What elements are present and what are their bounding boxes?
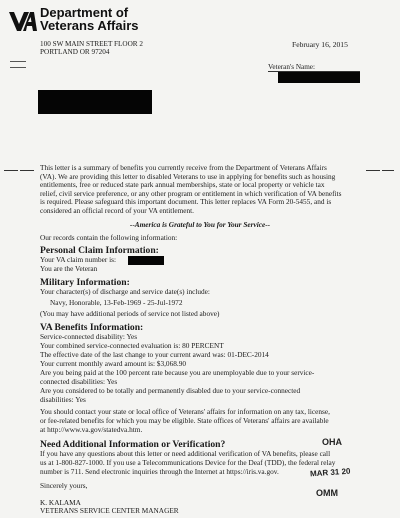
scan-mark — [382, 170, 394, 171]
scan-mark — [366, 170, 380, 171]
salutation: Sincerely yours, — [40, 481, 88, 490]
state-office-line: or fee-related benefits for which you may be eligible. State offices of Veterans' affairs are available — [40, 416, 329, 425]
assistance-heading: Need Additional Information or Verification? — [40, 439, 226, 450]
intro-line: relief, civil service preference, or any other program or entitlement in which verification of VA benefits — [40, 189, 342, 198]
personal-claim-heading: Personal Claim Information: — [40, 245, 159, 256]
veteran-status: You are the Veteran — [40, 264, 98, 273]
margin-rule — [10, 61, 26, 62]
state-office-line: at http://www.va.gov/statedva.htm. — [40, 425, 143, 434]
benefit-line: Service-connected disability: Yes — [40, 332, 138, 341]
signer-title: VETERANS SERVICE CENTER MANAGER — [40, 506, 179, 515]
assistance-line: us at 1-800-827-1000. If you use a Telecommunications Device for the Deaf (TDD), the federal relay — [40, 458, 336, 467]
signer-name: K. KALAMA — [40, 498, 81, 507]
benefit-line: Your current monthly award amount is: $3,068.90 — [40, 359, 186, 368]
benefits-heading: VA Benefits Information: — [40, 322, 144, 333]
service-note: (You may have additional periods of service not listed above) — [40, 309, 220, 318]
scan-mark — [20, 170, 34, 171]
military-heading: Military Information: — [40, 277, 130, 288]
intro-paragraph — [40, 164, 365, 216]
records-intro: Our records contain the following information: — [40, 233, 178, 242]
received-date-stamp: MAR 31 20 — [309, 466, 351, 479]
claim-number-label: Your VA claim number is: — [40, 255, 117, 264]
org-name-line1: Department of — [40, 5, 129, 20]
benefit-line: Are you considered to be totally and permanently disabled due to your service-connected — [40, 386, 301, 395]
redacted-veteran-name — [278, 72, 360, 83]
state-office-line: You should contact your state or local office of Veterans' affairs for information on any tax, license, — [40, 407, 330, 416]
discharge-intro: Your character(s) of discharge and service date(s) include: — [40, 287, 210, 296]
assistance-line: number is 711. Send electronic inquiries through the Internet at https://iris.va.gov. — [40, 467, 279, 476]
benefit-line: Your combined service-connected evaluation is: 80 PERCENT — [40, 341, 224, 350]
benefit-line: Are you being paid at the 100 percent rate because you are unemployable due to your service- — [40, 368, 315, 377]
address-line1: 100 SW MAIN STREET FLOOR 2 — [40, 40, 143, 48]
scan-mark — [4, 170, 18, 171]
org-name — [40, 6, 139, 32]
benefit-line: The effective date of the last change to your current award was: 01-DEC-2014 — [40, 350, 269, 359]
assistance-line: If you have any questions about this letter or need additional verification of VA benefits, please call — [40, 449, 331, 458]
intro-line: (VA). We are providing this letter to disabled Veterans to use in applying for benefits such as housing — [40, 172, 336, 181]
benefit-line: connected disabilities: Yes — [40, 377, 118, 386]
redacted-recipient-address — [38, 90, 152, 114]
margin-rule — [10, 67, 26, 68]
motto: --America is Grateful to You for Your Service-- — [129, 220, 271, 229]
redacted-claim-number — [128, 256, 164, 265]
va-logo-icon — [8, 8, 38, 34]
address-line2: PORTLAND OR 97204 — [40, 48, 110, 56]
oha-stamp: OHA — [322, 437, 342, 447]
intro-line: This letter is a summary of benefits you currently receive from the Department of Veterans Affairs — [40, 164, 327, 172]
letter-date: February 16, 2015 — [292, 40, 348, 49]
intro-line: is required. Please safeguard this important document. This letter replaces VA Form 20-5455, and is — [40, 198, 332, 207]
veteran-name-label: Veteran's Name: — [268, 63, 315, 71]
benefit-line: disabilities: Yes — [40, 395, 86, 404]
org-name-line2: Veterans Affairs — [40, 18, 139, 33]
omm-stamp: OMM — [316, 488, 338, 498]
intro-line: entitlements, free or reduced state park annual memberships, state or local property or vehicle tax — [40, 181, 325, 190]
service-record: Navy, Honorable, 13-Feb-1969 - 25-Jul-1972 — [50, 298, 183, 307]
intro-line: considered an official record of your VA entitlement. — [40, 206, 194, 215]
